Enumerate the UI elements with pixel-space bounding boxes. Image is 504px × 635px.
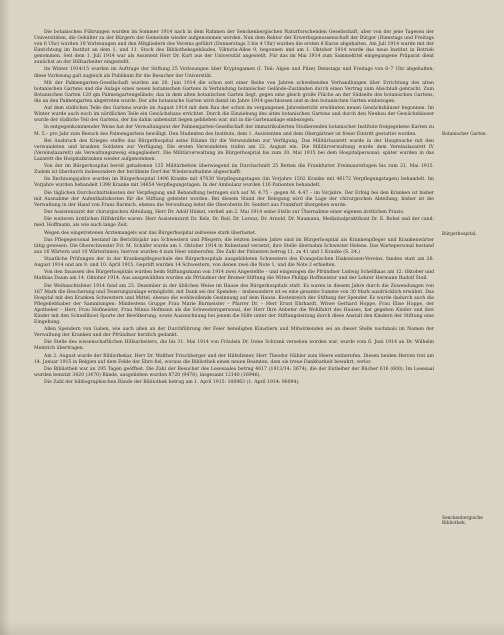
paragraph-10: Die weiteren ärztlichen Hilfskräfte waren: Herr Assistenzarzt Dr. Kelz, Dr. Reil, Dr. Lorenz, Dr. Arnold, Dr. Naumann, Medizinalpraktikant Dr. E. Bobel und der cand. med. Hoffmann, als wie auch lange Zeit. [34, 217, 434, 229]
paragraph-5: Bei Ausbruch des Krieges stellte das Bürgerhospital seine Räume für die Verwundeten zur Verfügung. Das Militärlazarett wurde in der Hauptsache mit den verwundeten und kranken Soldaten zur Verfügung. Die ersten Verwundeten trafen am 22. August ein. Die Militärverwaltung wurde dem Vereinslazarett IV (Vereinslazarett) als Verwaltungszweig eingegliedert. Die Militärverwaltung im Bürgerhospital bis zum 20. Mai 1915 bei dem Hospitalpersonal; später wurden in das Lazarett die Hospitalkranken wieder aufgenommen. [34, 138, 434, 162]
paragraph-19: Die Bibliothek war an 295 Tagen geöffnet. Die Zahl der Besucher des Lesesaales betrug 4617 (1913/14: 3674), die der Entleiher der Bücher 616 (600). Im Lesesaal wurden benutzt 3420 (3470) Bände, ausgeliehen wurden 8720 (9476), insgesamt 12140 (16946). [34, 367, 434, 379]
paragraph-11: Wegen des eingetretenen Ärztemangels war das Bürgerhospital zeitweise stark überlastet. [44, 230, 257, 236]
side-note-botanical-garden: Botanischer Garten. [442, 132, 487, 137]
paragraph-20: Die Zahl der bibliographischen Bände der Bibliothek betrug am 1. April 1915: 100963 (1. April 1914: 96094). [44, 380, 300, 386]
paragraph-16: Allen Spendern von Gaben, wie auch allen an der Durchführung der Feier beteiligten Künstlern und Mitwirkenden sei an dieser Stelle nochmals im Namen der Verwaltung der Kranken und der Pfründner herzlich gedankt. [34, 327, 434, 339]
paragraph-3: Auf dem südlichen Teile des Gartens wurde im August 1914 mit dem Bau der schon im vergangenen Jahresbericht erwähnten neuen Gewächshäuser begonnen. Im Winter wurde auch noch im nördlichen Teile ein Gewächshaus errichtet. Durch die Einziehung des alten botanischen Gartens und durch den Neubau der Gewächshäuser wurde der südliche Teil des Gartens, der bis dahin unbenutzt liegen geblieben war, mit in die Gartenanlage einbezogen. [34, 106, 434, 124]
side-note-library: Senckenbergische Bibliothek. [442, 516, 483, 527]
paragraph-12: Das Pflegepersonal bestand im Berichtsjahr aus Schwestern und Pflegern; die letzten beiden Jahre sind im Bürgerhospital als Krankenpfleger und Krankenwärter tätig gewesen. Die Oberschwester Frl. M. Schäfer wurde am 1. Oktober 1914 in Ruhestand versetzt, ihre Stelle übernahm Schwester Helene. Das Wartepersonal bestand aus 16 Wärtern und 10 Wärterinnen; hiervon wurden 4 zum Heer einberufen. Die Zahl der Patienten betrug 11, zu 41 und 1 Kranke (S. 24.) [34, 237, 434, 255]
paragraph-7: Im Rechnungsjahre wurden im Bürgerhospital 1496 Kranke mit 47030 Verpflegungstagen (im Vorjahre 1502 Kranke mit 46172 Verpflegungstagen) behandelt. Im Vorjahre wurden behandelt 1398 Kranke mit 34654 Verpflegungstagen. In der Ambulanz wurden 116 Patienten behandelt. [34, 177, 434, 189]
paragraph-13: Staatliche Prüfungen der in der Krankenpflegeschule des Bürgerhospitals ausgebildeten Schwestern des Evangelischen Diakonissen-Vereins, fanden statt am 26. August 1914 und am 9. und 10. April 1915. Geprüft wurden 14 Schwestern, von denen zwei die Note 1, und die Note 2 erhielten. [34, 257, 434, 269]
main-text-column [34, 30, 434, 388]
paragraph-1: Im Winter 1914/15 wurden im Auftrage der Stiftung 25 Vorlesungen über Kryptogamen (I. Teil: Algen und Pilze) Dienstags und Freitags von 6–7 Uhr abgehalten; diese Vorlesung galt zugleich als Publikum für die Besucher der Universität. [34, 67, 434, 79]
paragraph-15: Die Weihnachtsfeier 1914 fand am 23. Dezember in der üblichen Weise im Hause des Bürgerhospitals statt. Es waren in diesem Jahre durch die Zuwendungen von 167 Mark die Bescherung und Teuerungszulage ermöglicht; mit Dank sei der Spenden – insbesondere ist es eine gesamte Summe von 30 Mark ausdrücklich erwähnt. Das Hospital mit den Kranken Schwestern und Mittel, ebenso die wohlwollende Gesinnung auf dem Hause. Kostenreich der Stiftung der Spender. Es wurde dadurch auch die Pflegeliebhaber der Sammlungen: Mindestens Gruppe Frau Marie Burmeister – Pfarrer Dr. – Herr Ernst Ehrhardt, Witwe Gerhard Hoppe, Frau Elise Hoppe, der Apotheker – Herr, Frau Hofmeister, Frau Minna Hofmann als die Schwesternpersonal, der Herr Ihre Anbeter die Wohlfahrt des Hauses, hat gegeben Kinder und ihre Kinder mit den Schnellboot Sporte der Bevölkerung, sowie Auszeichnung bei jenem die Hilfe unter der Stiftungsleitung durch diese Anstalt den Kindern der Stiftung eine Eingebung. [34, 283, 434, 325]
page-binding-shadow [0, 0, 10, 635]
side-note-hospital: Bürgerhospital. [442, 232, 477, 237]
paragraph-18: Am 2. August wurde der Bibliothekar, Herr Dr. Walther Frischberger und der Hilfsdiener, Herr Theodor Hähler zum Heere einberufen. Diesen beiden Herren trat am 14. Januar 1915 in Belgien auf dem Felde der Ehre fiel, woraus die Bibliothek einen neuen Beamten, dem sie treue Dankbarkeit bewahrt, verlor. [34, 353, 434, 365]
paragraph-8: Die täglichen Durchschnittskosten der Verpflegung und Behandlung betrugen sich auf M. 4.75 – gegen M. 4.47 – im Vorjahre. Der Erfolg bei den Kranken ist bisher mit Ausnahme der Aufenthaltskosten für die Stiftung geleistet worden. Bei diesem Stand der Belegung wird die Lage der chirurgischen Abteilung; bisher ist die Verwaltung in der Hand von Franz Barmich, ebenso die Verwaltung leitet die Oberoberin Dr. Senfert aus Frankfurt übergeben wurde. [34, 190, 434, 208]
paragraph-2: Mit der Palmengarten-Gesellschaft wurden am 20. Juni 1914 die schon seit einer Reihe von Jahren schwebenden Verhandlungen über Errichtung des alten botanischen Gartens und die Anlage eines neuen botanischen Gartens in Verbindung botanischer Gelände-Zuständen durch einen Vertrag zum Abschluß gebracht. Zum Botanischen Garten 120 qm Palmengartengelände, das in dem alten botanischen Garten liegt, gegen eine gleich große Fläche an der Südseite des botanischen Gartens, die an den Palmengarten abgetreten wurde. Der alte botanische Garten wird damit im Jahre 1914 geschlossen und in den botanischen Garten einbezogen. [34, 80, 434, 104]
paragraph-17: Die Stelle des wissenschaftlichen Hilfsarbeiters, die bis 31. Mai 1914 von Fräulein Dr. Irene Schrank versehen worden war, wurde vom 6. Juni 1914 an Dr. Wilhelm Meinrich übertragen. [34, 340, 434, 352]
page-bottom-shadow [0, 621, 504, 635]
paragraph-6: Von der im Bürgerhospital bereit gehaltenen 125 Militärbetten überwiegend im Durchschnitt 25 Betten die Frankfurter Freimaurerlogen bis zum 21. Mai 1915. Zudem ist überdurch insbesondere der berühmte Dorf der Wiederaufnahme abgeschafft. [34, 164, 434, 176]
paragraph-4: In entgegenkommender Weise hat der Verwaltungsrat der Palmengarten-Gesellschaft der immatrikulierten Studierenden botanischer Institute freigegebene Karten zu M. 5.– pro Jahr zum Besuch des Palmengartens bewilligt. Den Studenten des Instituts, dem 1. Assistenten und dem Obergärtner ist freier Eintritt gestattet worden. [34, 125, 434, 137]
paragraph-9: Der Assistenzarzt der chirurgischen Abteilung, Herr Dr. Adolf Hinkel, verließ am 2. Mai 1914 seine Stelle zur Übernahme einer eigenen ärztlichen Praxis. [44, 210, 405, 215]
paragraph-14: Von den Insassen des Bürgerhospitals wurden beim Stiftungsmann von 1914 zwei Angestellte – und eingezogen die Pfründner Ludwig Schellhaas am 12. Oktober und Mathias Daum am 14. Oktober 1914. Aus ausgewählten wurden als Pfründner der Bremer-Stiftung die Witwe Philipp Hoffmeister und der Lehrer Hermann Rudolf Stoll. [34, 270, 434, 282]
paragraph-0: Die botanischen Führungen wurden im Sommer 1914 nach in dem Rahmen der Senckenbergischen Naturforschenden Gesellschaft, aber von der jene Tagesen der Universitäten, die Gehälter zu der Bürgern der Gemeinde wieder aufgenommen werden. Nun dem Rektor der Erwerbsgenossenschaft der Bürger (Dienstags und Freitags von 6 Uhr) wurden 18 Vorlesungen und den Mitgliedern des Vereins geführt (Donnerstags 3 bis 4 Uhr) wurden die ersten 8 Kurse abgehalten. Am Juli 1914 wurde mit der Einrichtung im Institut an dem 1. und 11. Stock des Bibliotheksgebäudes, Viktoria-Allee 9, begonnen und am 1. Oktober 1914 wurde das neue Institut in Betrieb genommen. Seit dem 1. Juli 1914 war als Assistent Herr Dr. Kurt aus der Universität angestellt. Für das im Mai 1914 zum Sammeltitel eingegangene Präparat dient zunächst an der Hilfsarbeiter eingestellt. [34, 30, 434, 66]
